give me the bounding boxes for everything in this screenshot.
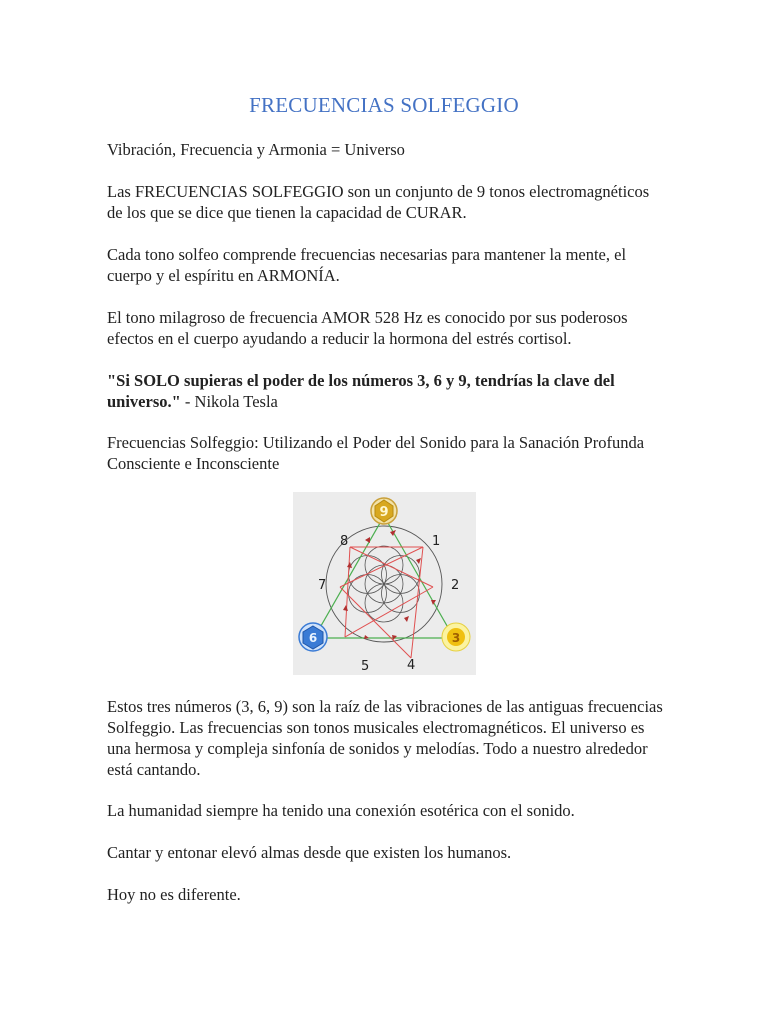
tesla-quote [107, 370, 667, 412]
quote-author: - Nikola Tesla [180, 392, 278, 411]
badge-9-icon [371, 498, 397, 524]
quote-text: "Si SOLO supieras el poder de los números 3, 6 y 9, tendrías la clave del universo." [107, 371, 615, 411]
paragraph-528hz: El tono milagroso de frecuencia AMOR 528 Hz es conocido por sus poderosos efectos en el cuerpo ayudando a reducir la hormona del estrés cortisol. [107, 308, 628, 348]
solfeggio-diagram-image [293, 492, 476, 675]
paragraph-sound-power: Frecuencias Solfeggio: Utilizando el Poder del Sonido para la Sanación Profunda Consciente e Inconsciente [107, 433, 645, 473]
solfeggio-diagram-svg [293, 492, 476, 675]
flower-of-life [349, 546, 420, 622]
number-5: 5 [361, 659, 370, 674]
number-7: 7 [318, 578, 327, 593]
page-title: FRECUENCIAS SOLFEGGIO [249, 93, 519, 117]
paragraph-harmony: Cada tono solfeo comprende frecuencias necesarias para mantener la mente, el cuerpo y el espíritu en ARMONÍA. [107, 245, 627, 285]
number-4: 4 [407, 658, 416, 673]
number-2: 2 [451, 578, 460, 593]
badge-6-label: 6 [308, 631, 318, 645]
subtitle: Vibración, Frecuencia y Armonia = Universo [107, 140, 405, 159]
paragraph-intro: Las FRECUENCIAS SOLFEGGIO son un conjunto de 9 tonos electromagnéticos de los que se dice que tienen la capacidad de CURAR. [107, 182, 650, 222]
number-8: 8 [340, 534, 349, 549]
badge-3-label: 3 [451, 631, 461, 645]
badge-6-icon [299, 623, 327, 651]
badge-3-icon [442, 623, 470, 651]
paragraph-singing: Cantar y entonar elevó almas desde que existen los humanos. [107, 843, 512, 862]
paragraph-today: Hoy no es diferente. [107, 885, 241, 904]
number-1: 1 [432, 534, 441, 549]
paragraph-humanity: La humanidad siempre ha tenido una conexión esotérica con el sonido. [107, 801, 575, 820]
paragraph-roots: Estos tres números (3, 6, 9) son la raíz de las vibraciones de las antiguas frecuencias Solfeggio. Las frecuencias son tonos musicales electromagnéticos. El universo es una hermosa y compleja sinfonía de sonidos y melodías. Todo a nuestro alrededor está cantando. [107, 697, 663, 779]
badge-9-label: 9 [379, 505, 389, 520]
